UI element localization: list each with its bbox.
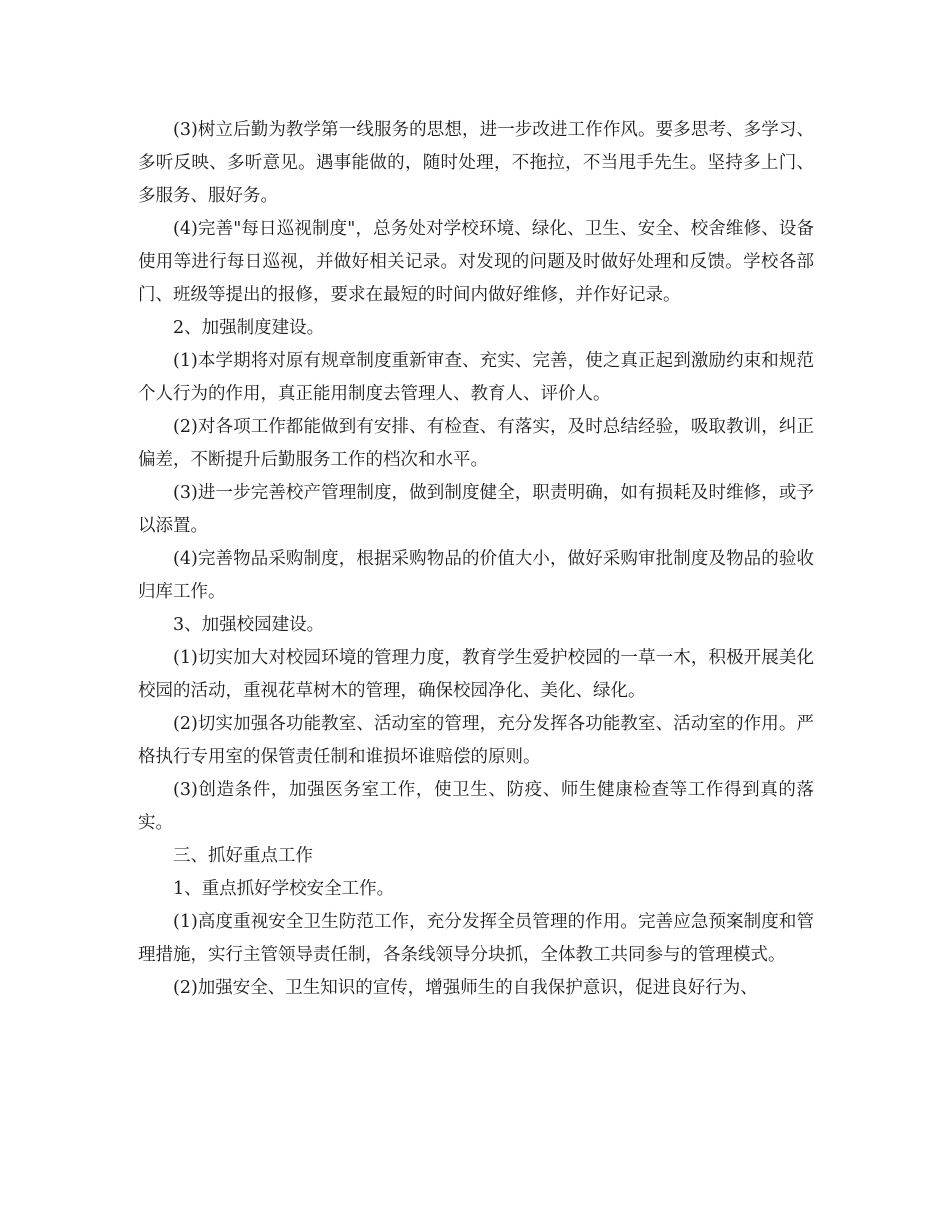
- paragraph: (2)加强安全、卫生知识的宣传，增强师生的自我保护意识，促进良好行为、: [173, 978, 758, 998]
- paragraph: (3)进一步完善校产管理制度，做到制度健全，职责明确，如有损耗及时维修，或予以添置。: [138, 483, 814, 536]
- paragraph: (3)树立后勤为教学第一线服务的思想，进一步改进工作作风。要多思考、多学习、多听反映、多听意见。遇事能做的，随时处理，不拖拉，不当甩手先生。坚持多上门、多服务、服好务。: [138, 120, 814, 206]
- section-heading: 3、加强校园建设。: [173, 615, 325, 635]
- document-body: [138, 114, 814, 1005]
- paragraph: (1)本学期将对原有规章制度重新审查、充实、完善，使之真正起到激励约束和规范个人行为的作用，真正能用制度去管理人、教育人、评价人。: [138, 351, 814, 404]
- chapter-heading: 三、抓好重点工作: [173, 846, 313, 866]
- section-heading: 2、加强制度建设。: [173, 318, 325, 338]
- section-heading: 1、重点抓好学校安全工作。: [173, 879, 395, 899]
- paragraph: (1)切实加大对校园环境的管理力度，教育学生爱护校园的一草一木，积极开展美化校园的活动，重视花草树木的管理，确保校园净化、美化、绿化。: [138, 648, 814, 701]
- paragraph: (4)完善"每日巡视制度"，总务处对学校环境、绿化、卫生、安全、校舍维修、设备使用等进行每日巡视，并做好相关记录。对发现的问题及时做好处理和反馈。学校各部门、班级等提出的报修，要求在最短的时间内做好维修，并作好记录。: [138, 219, 814, 305]
- paragraph: (4)完善物品采购制度，根据采购物品的价值大小，做好采购审批制度及物品的验收归库工作。: [138, 549, 814, 602]
- paragraph: (1)高度重视安全卫生防范工作，充分发挥全员管理的作用。完善应急预案制度和管理措施，实行主管领导责任制，各条线领导分块抓，全体教工共同参与的管理模式。: [138, 912, 814, 965]
- paragraph: (3)创造条件，加强医务室工作，使卫生、防疫、师生健康检查等工作得到真的落实。: [138, 780, 814, 833]
- paragraph: (2)切实加强各功能教室、活动室的管理，充分发挥各功能教室、活动室的作用。严格执行专用室的保管责任制和谁损坏谁赔偿的原则。: [138, 714, 814, 767]
- paragraph: (2)对各项工作都能做到有安排、有检查、有落实，及时总结经验，吸取教训，纠正偏差，不断提升后勤服务工作的档次和水平。: [138, 417, 814, 470]
